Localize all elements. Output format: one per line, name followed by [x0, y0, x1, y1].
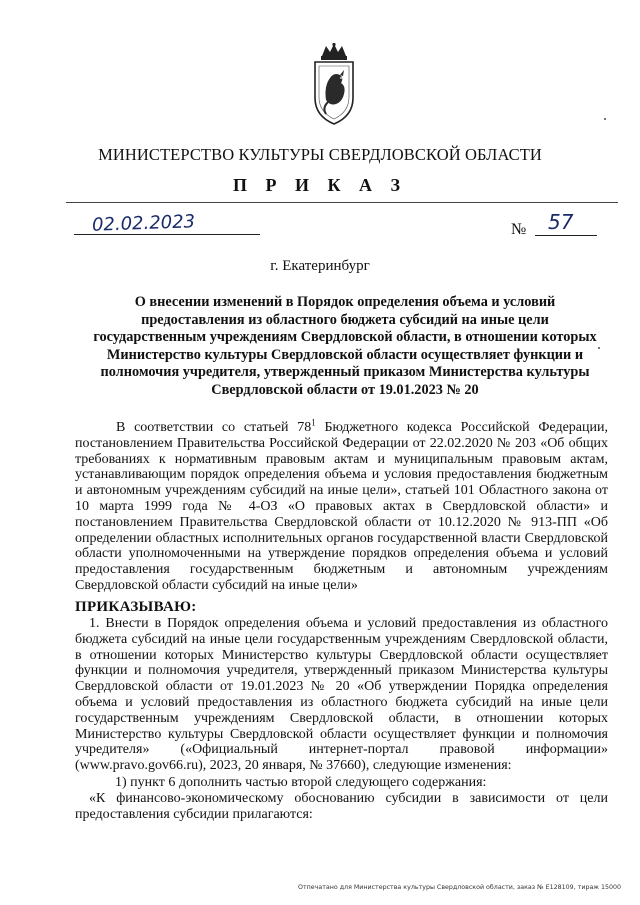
- document-type-heading: П Р И К А З: [232, 175, 408, 195]
- date-underline: [74, 234, 260, 235]
- preamble-paragraph: [75, 417, 608, 594]
- number-underline: [535, 235, 597, 236]
- ministry-name: МИНИСТЕРСТВО КУЛЬТУРЫ СВЕРДЛОВСКОЙ ОБЛАСТИ: [98, 145, 542, 164]
- handwritten-number: 57: [548, 210, 574, 234]
- city-line: г. Екатеринбург: [270, 258, 370, 274]
- scan-speck: [604, 118, 606, 120]
- scan-speck: [598, 347, 600, 349]
- preamble-text-start: В соответствии со статьей 78: [116, 420, 312, 435]
- preamble-superscript: 1: [311, 417, 316, 428]
- item-1-paragraph: 1. Внести в Порядок определения объема и условий предоставления из областного бюджета субсидий на иные цели государственным учреждениям Свердловской области, в отношении которых Министерство культуры Свердловской области осуществляет функции и полномочия учредителя, утвержденный приказом Министерства культуры Свердловской области от 19.01.2023 № 20 «Об утверждении Порядка определения объема и условий предоставления из областного бюджета субсидий на иные цели государственным учреждениям Свердловской области, в отношении которых Министерство культуры Свердловской области осуществляет функции и полномочия учредителя» («Официальный интернет-портал правовой информации» (www.pravo.gov66.ru), 2023, 20 января, № 37660), следующие изменения:: [75, 616, 608, 774]
- number-sign: №: [511, 221, 527, 238]
- preamble-text-rest: Бюджетного кодекса Российской Федерации, постановлением Правительства Российской Федерации от 22.02.2020 № 203 «Об общих требованиях к нормативным правовым актам и муниципальным правовым актам, устанавливающим порядок определения объема и условия предоставления бюджетным и автономным учреждениям субсидий на иные цели», статьей 101 Областного закона от 10 марта 1999 года № 4-ОЗ «О правовых актах в Свердловской области» и постановлением Правительства Свердловской области от 10.12.2020 № 913-ПП «Об определении областных исполнительных органов государственной власти Свердловской области уполномоченными на утверждение порядков определения объема и условий предоставления государственным бюджетным и автономным учреждениям Свердловской области субсидий на иные цели»: [75, 420, 608, 593]
- order-word: ПРИКАЗЫВАЮ:: [75, 599, 197, 615]
- order-title: О внесении изменений в Порядок определения объема и условий предоставления из областного бюджета субсидий на иные цели государственным учреждениям Свердловской области, в отношении которых Министерство культуры Свердловской области осуществляет функции и полномочия учредителя, утвержденный приказом Министерства культуры Свердловской области от 19.01.2023 № 20: [93, 294, 597, 398]
- subitem-1-paragraph: 1) пункт 6 дополнить частью второй следующего содержания:: [115, 775, 487, 790]
- quote-paragraph: «К финансово-экономическому обоснованию субсидии в зависимости от цели предоставления субсидии прилагаются:: [75, 791, 608, 822]
- header-divider: [66, 202, 618, 203]
- print-footer: Отпечатано для Министерства культуры Свердловской области, заказ № Е128109, тираж 15000: [298, 884, 622, 891]
- coat-of-arms-emblem: [306, 42, 362, 128]
- handwritten-date: 02.02.2023: [91, 211, 196, 236]
